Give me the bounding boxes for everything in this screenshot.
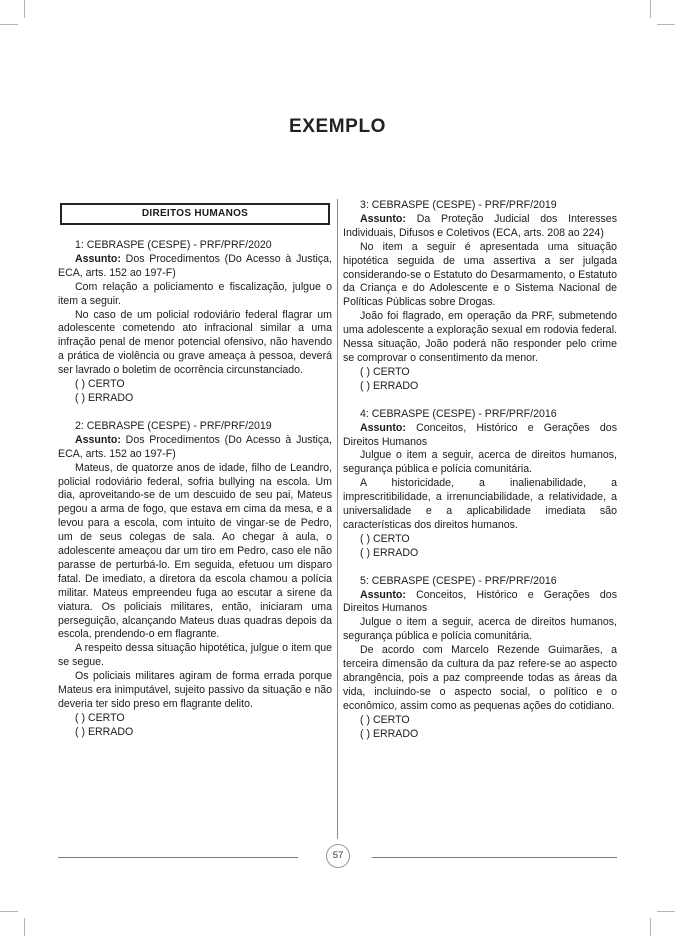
question-paragraph: João foi flagrado, em operação da PRF, submetendo uma adolescente a exploração sexual em rodovia federal. Nessa situação, João poderá não responder pelo crime se comprovar o consentimento da menor. — [343, 310, 617, 364]
question-header: 5: CEBRASPE (CESPE) - PRF/PRF/2016 — [360, 574, 557, 587]
crop-mark — [657, 911, 675, 912]
subject-text: Da Proteção Judicial dos Interesses Individuais, Difusos e Coletivos (ECA, arts. 208 ao 224) — [343, 212, 617, 239]
question-paragraph: A historicidade, a inalienabilidade, a imprescritibilidade, a irrenunciabilidade, a relatividade, a universalidade e a aplicabilidade imediata são características dos direitos humanos. — [343, 477, 617, 531]
question-1 — [58, 239, 332, 406]
subject-text: Conceitos, Histórico e Gerações dos Direitos Humanos — [343, 588, 617, 615]
question-3 — [343, 199, 617, 394]
question-paragraph: A respeito dessa situação hipotética, julgue o item que se segue. — [58, 642, 332, 669]
left-column — [58, 199, 332, 754]
question-2 — [58, 420, 332, 740]
question-subject — [58, 434, 332, 462]
subject-label: Assunto: — [360, 588, 406, 601]
question-header: 1: CEBRASPE (CESPE) - PRF/PRF/2020 — [75, 239, 272, 251]
subject-label: Assunto: — [360, 212, 406, 225]
subject-text: Dos Procedimentos (Do Acesso à Justiça, ECA, arts. 152 ao 197-F) — [58, 433, 332, 460]
question-subject — [343, 213, 617, 241]
page-title: EXEMPLO — [288, 116, 387, 137]
question-subject — [343, 422, 617, 450]
option-certo[interactable]: ( ) CERTO — [360, 365, 410, 378]
question-paragraph: Julgue o item a seguir, acerca de direitos humanos, segurança pública e polícia comunitária. — [343, 449, 617, 476]
subject-label: Assunto: — [75, 433, 121, 446]
crop-mark — [657, 24, 675, 25]
question-header: 3: CEBRASPE (CESPE) - PRF/PRF/2019 — [360, 199, 557, 211]
option-errado[interactable]: ( ) ERRADO — [360, 379, 419, 392]
subject-label: Assunto: — [75, 252, 121, 265]
section-title: DIREITOS HUMANOS — [60, 203, 330, 225]
question-paragraph: Os policiais militares agiram de forma errada porque Mateus era inimputável, sujeito passivo da situação e não deveria ter sido preso em flagrante delito. — [58, 670, 332, 710]
column-divider — [337, 199, 338, 839]
question-5 — [343, 575, 617, 742]
option-errado[interactable]: ( ) ERRADO — [75, 725, 134, 738]
page-number: 57 — [326, 844, 350, 868]
crop-mark — [0, 911, 18, 912]
option-certo[interactable]: ( ) CERTO — [75, 711, 125, 724]
option-certo[interactable]: ( ) CERTO — [360, 713, 410, 726]
crop-mark — [24, 918, 25, 936]
subject-text: Dos Procedimentos (Do Acesso à Justiça, ECA, arts. 152 ao 197-F) — [58, 252, 332, 279]
question-paragraph: No caso de um policial rodoviário federal flagrar um adolescente cometendo ato infracional similar a uma infração penal de menor potencial ofensivo, não havendo a prática de violência ou grave ameaça à pessoa, deverá ser lavrado o boletim de ocorrência circunstanciado. — [58, 308, 332, 377]
option-certo[interactable]: ( ) CERTO — [75, 378, 125, 391]
question-paragraph: Julgue o item a seguir, acerca de direitos humanos, segurança pública e polícia comunitária. — [343, 616, 617, 643]
question-header: 4: CEBRASPE (CESPE) - PRF/PRF/2016 — [360, 407, 557, 420]
crop-mark — [650, 918, 651, 936]
footer-rule-left — [58, 857, 298, 858]
option-errado[interactable]: ( ) ERRADO — [75, 391, 134, 404]
crop-mark — [24, 0, 25, 18]
question-header: 2: CEBRASPE (CESPE) - PRF/PRF/2019 — [75, 419, 272, 432]
question-paragraph: Com relação a policiamento e fiscalização, julgue o item a seguir. — [58, 280, 332, 307]
right-column — [343, 199, 617, 756]
question-subject — [58, 253, 332, 281]
option-certo[interactable]: ( ) CERTO — [360, 532, 410, 545]
question-paragraph: Mateus, de quatorze anos de idade, filho de Leandro, policial rodoviário federal, sofria bullying na escola. Um dia, aproveitando-se de um descuido de seu pai, Mateus pegou a arma de fogo, que estava em cima da mesa, e a levou para a escola, com intuito de vingar-se de Pedro, um de seus colegas de sala. Ao chegar à aula, o adolescente ameaçou dar um tiro em Pedro, caso ele não parasse de perturbá-lo. Em seguida, efetuou um disparo fatal. De imediato, a diretora da escola chamou a polícia militar. Mateus empreendeu fuga ao escutar a sirene da viatura. Os policiais militares, então, iniciaram uma perseguição, alcançando Mateus duas quadras depois da escola, prendendo-o em flagrante. — [58, 461, 332, 641]
subject-label: Assunto: — [360, 421, 406, 434]
question-4 — [343, 408, 617, 561]
option-errado[interactable]: ( ) ERRADO — [360, 727, 419, 740]
footer-rule-right — [372, 857, 617, 858]
subject-text: Conceitos, Histórico e Gerações dos Direitos Humanos — [343, 421, 617, 448]
question-paragraph: De acordo com Marcelo Rezende Guimarães, a terceira dimensão da cultura da paz refere-se ao aspecto abrangência, pois a paz compreende todas as áreas da vida, incluindo-se o aspecto social, o político e o econômico, assim como as pequenas ações do cotidiano. — [343, 644, 617, 712]
crop-mark — [0, 24, 18, 25]
option-errado[interactable]: ( ) ERRADO — [360, 546, 419, 559]
question-paragraph: No item a seguir é apresentada uma situação hipotética seguida de uma assertiva a ser julgada considerando-se o Estatuto do Desarmamento, o Estatuto da Criança e do Adolescente e o Sistema Nacional de Políticas Públicas sobre Drogas. — [343, 240, 617, 309]
crop-mark — [650, 0, 651, 18]
question-subject — [343, 589, 617, 617]
